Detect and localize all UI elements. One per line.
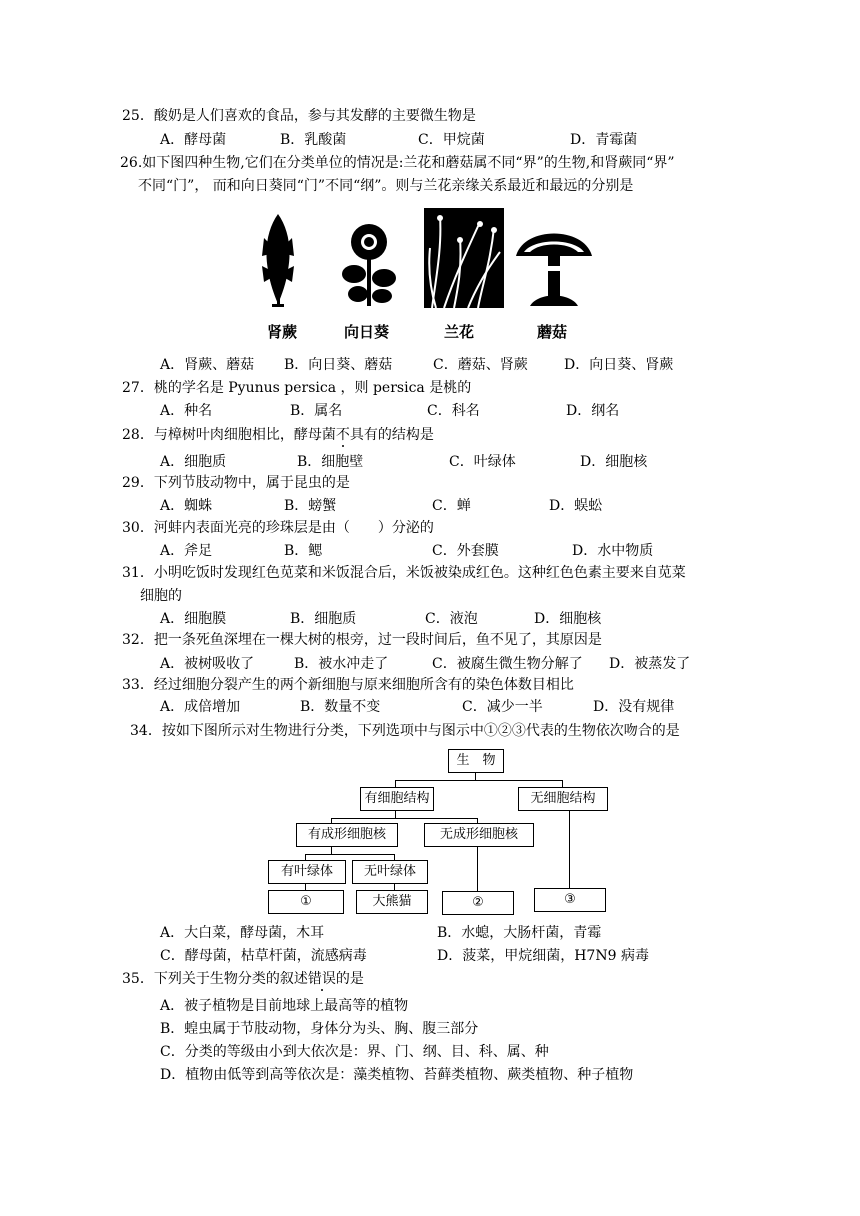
q29-option-a: A．蜘蛛 [160, 498, 213, 514]
q28-option-b: B．细胞壁 [297, 454, 364, 470]
mushroom-image [516, 234, 592, 307]
q31-option-c: C．液泡 [425, 611, 478, 627]
q31-stem-line1: 31．小明吃饭时发现红色苋菜和米饭混合后，米饭被染成红色。这种红色色素主要来自苋菜 [122, 565, 686, 581]
q29-option-d: D．蜈蚣 [549, 498, 603, 514]
q35-option-c: C．分类的等级由小到大依次是：界、门、纲、目、科、属、种 [160, 1044, 549, 1060]
q29-option-b: B．螃蟹 [284, 498, 337, 514]
label-fern: 肾蕨 [267, 323, 298, 341]
q26-option-a: A．肾蕨、蘑菇 [160, 357, 255, 373]
q25-option-a: A．酵母菌 [160, 132, 227, 148]
q33-option-d: D．没有规律 [593, 699, 675, 715]
q30-option-c: C．外套膜 [432, 543, 499, 559]
q27-stem: 27．桃的学名是 Pyunus persica ，则 persica 是桃的 [122, 380, 472, 396]
q28-stem-pre: 28．与樟树叶肉细胞相比，酵母菌 [122, 427, 336, 443]
q33-option-c: C．减少一半 [462, 699, 543, 715]
q32-stem: 32．把一条死鱼深埋在一棵大树的根旁，过一段时间后，鱼不见了，其原因是 [122, 632, 602, 648]
q30-option-b: B．鳃 [284, 543, 323, 559]
q30-option-a: A．斧足 [160, 543, 213, 559]
node-leaf-panda: 大熊猫 [356, 890, 428, 914]
q29-option-c: C．蝉 [432, 498, 471, 514]
q28-option-a: A．细胞质 [160, 454, 227, 470]
q28-option-c: C．叶绿体 [449, 454, 516, 470]
node-leaf-3: ③ [534, 888, 606, 912]
q31-option-a: A．细胞膜 [160, 611, 227, 627]
q27-option-a: A．种名 [160, 403, 213, 419]
node-no-chloroplast: 无叶绿体 [352, 860, 428, 884]
q32-option-d: D．被蒸发了 [609, 656, 691, 672]
q32-option-b: B．被水冲走了 [294, 656, 389, 672]
q35-option-d: D．植物由低等到高等依次是：藻类植物、苔藓类植物、蕨类植物、种子植物 [160, 1067, 634, 1083]
organisms-illustration [254, 208, 594, 320]
q25-option-b: B．乳酸菌 [280, 132, 347, 148]
q33-option-b: B．数量不变 [300, 699, 381, 715]
node-has-nucleus: 有成形细胞核 [296, 823, 398, 847]
q28-stem [122, 426, 434, 444]
node-has-cell-structure: 有细胞结构 [360, 787, 434, 811]
q25-option-c: C．甲烷菌 [418, 132, 485, 148]
q26-option-d: D．向日葵、肾蕨 [564, 357, 674, 373]
fern-image [262, 214, 294, 307]
q35-option-b: B．蝗虫属于节肢动物，身体分为头、胸、腹三部分 [160, 1021, 479, 1037]
label-sunflower: 向日葵 [344, 323, 390, 341]
q34-stem: 34．按如下图所示对生物进行分类，下列选项中与图示中①②③代表的生物依次吻合的是 [130, 723, 680, 739]
q25-stem: 25．酸奶是人们喜欢的食品，参与其发酵的主要微生物是 [122, 108, 476, 124]
q26-option-b: B．向日葵、蘑菇 [284, 357, 393, 373]
q27-option-d: D．纲名 [566, 403, 620, 419]
q26-stem-line2: 不同“门”， 而和向日葵同“门”不同“纲”。则与兰花亲缘关系最近和最远的分别是 [138, 178, 634, 194]
q28-stem-post: 具有的结构是 [349, 427, 434, 443]
q33-stem: 33．经过细胞分裂产生的两个新细胞与原来细胞所含有的染色体数目相比 [122, 677, 574, 693]
q34-option-a: A．大白菜，酵母菌，木耳 [160, 925, 325, 941]
q31-option-b: B．细胞质 [290, 611, 357, 627]
q35-emphasis: 错误 [307, 971, 336, 987]
label-mushroom: 蘑菇 [537, 323, 568, 341]
node-has-chloroplast: 有叶绿体 [268, 860, 346, 884]
q34-option-b: B．水螅，大肠杆菌，青霉 [437, 925, 602, 941]
q34-option-c: C．酵母菌，枯草杆菌，流感病毒 [160, 948, 367, 964]
q34-option-d: D．菠菜，甲烷细菌，H7N9 病毒 [437, 948, 649, 964]
q30-option-d: D．水中物质 [572, 543, 654, 559]
q30-stem: 30．河蚌内表面光亮的珍珠层是由（ ）分泌的 [122, 520, 434, 536]
q27-option-b: B．属名 [290, 403, 343, 419]
q31-stem-line2: 细胞的 [140, 588, 182, 604]
q35-stem-pre: 35．下列关于生物分类的叙述 [122, 971, 308, 987]
q28-emphasis: 不 [335, 427, 350, 443]
q25-option-d: D．青霉菌 [570, 132, 638, 148]
orchid-image [424, 208, 504, 308]
q26-stem-line1: 26.如下图四种生物,它们在分类单位的情况是:兰花和蘑菇属不同“界”的生物,和肾蕨同“界” [120, 155, 675, 171]
sunflower-image [342, 224, 396, 306]
node-leaf-2: ② [442, 891, 514, 915]
q35-stem [122, 970, 364, 988]
node-no-cell-structure: 无细胞结构 [518, 787, 608, 811]
q35-option-a: A．被子植物是目前地球上最高等的植物 [160, 998, 409, 1014]
label-orchid: 兰花 [444, 323, 475, 341]
q32-option-c: C．被腐生微生物分解了 [432, 656, 583, 672]
node-no-nucleus: 无成形细胞核 [424, 823, 534, 847]
node-leaf-1: ① [268, 890, 344, 914]
q33-option-a: A．成倍增加 [160, 699, 241, 715]
q31-option-d: D．细胞核 [534, 611, 602, 627]
q27-option-c: C．科名 [427, 403, 480, 419]
classification-diagram [268, 747, 618, 919]
q26-figure [254, 208, 594, 343]
node-organism: 生 物 [448, 749, 504, 773]
q28-option-d: D．细胞核 [580, 454, 648, 470]
q35-stem-post: 的是 [335, 971, 364, 987]
q32-option-a: A．被树吸收了 [160, 656, 255, 672]
q26-option-c: C．蘑菇、肾蕨 [433, 357, 528, 373]
q29-stem: 29．下列节肢动物中，属于昆虫的是 [122, 475, 350, 491]
